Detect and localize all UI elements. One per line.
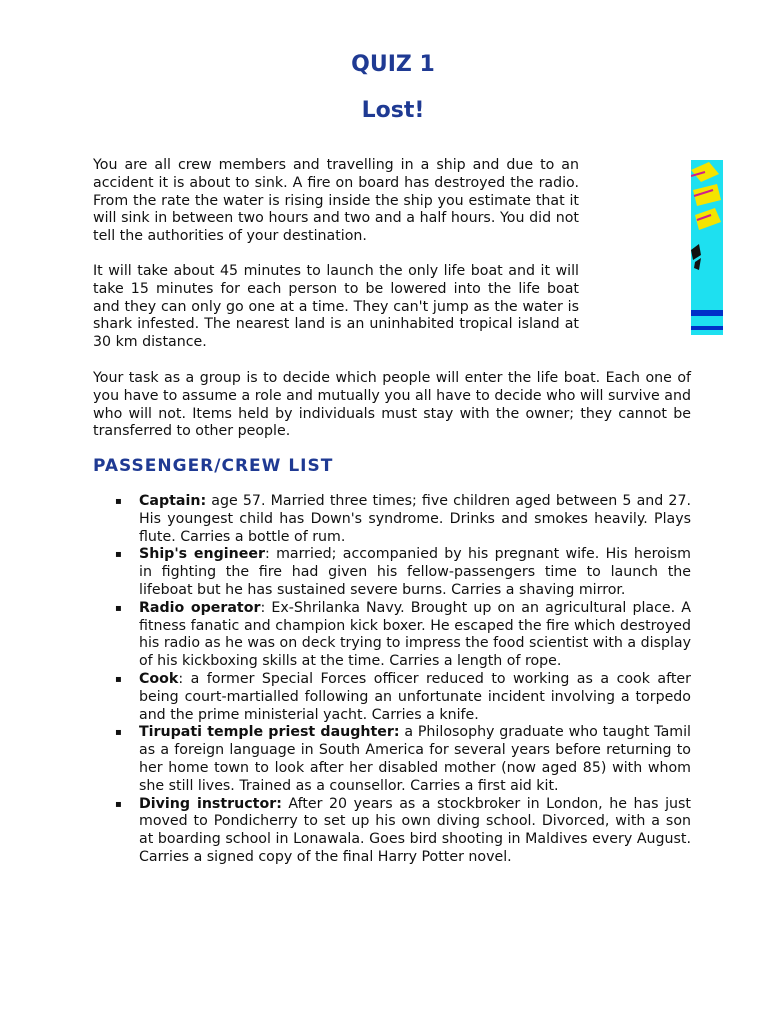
decorative-clipart [691,160,723,335]
list-item [93,493,691,546]
intro-paragraph-1: You are all crew members and travelling in a ship and due to an accident it is about to sink. A fire on board has destroyed the radio. From the rate the water is rising inside the ship you estimate that it will sink in between two hours and two and a half hours. You did not tell the authorities of your destination. [93,157,579,245]
passenger-name: Diving instructor: [139,795,282,812]
bullet-icon: ▪ [115,602,122,614]
passenger-name: Cook [139,670,179,687]
passenger-description: a Philosophy graduate who taught Tamil as a foreign language in South America for several years before returning to her home town to look after her disabled mother (now aged 85) with whom she still lives. Trained as a counsellor. Carries a first aid kit. [139,724,691,794]
passenger-description: age 57. Married three times; five children aged between 5 and 27. His youngest child has Down's syndrome. Drinks and smokes heavily. Plays flute. Carries a bottle of rum. [139,493,691,545]
list-item [93,796,691,867]
clipart-graphic [691,160,723,335]
bullet-icon: ▪ [115,496,122,507]
intro-paragraph-2: It will take about 45 minutes to launch the only life boat and it will take 15 minutes for each person to be lowered into the life boat and they can only go one at a time. They can't jump as the water is shark infested. The nearest land is an uninhabited tropical island at 30 km distance. [93,263,579,351]
list-item [93,546,691,599]
quiz-title: QUIZ 1 [351,52,435,77]
bullet-icon: ▪ [115,798,122,810]
task-paragraph: Your task as a group is to decide which people will enter the life boat. Each one of you have to assume a role and mutually you all have to decide who will survive and who will not. Items held by individuals must stay with the owner; they cannot be transferred to other people. [93,370,691,440]
bullet-icon: ▪ [115,673,122,685]
passenger-list-heading: PASSENGER/CREW LIST [93,456,334,476]
passenger-name: Captain: [139,493,207,509]
passenger-name: Ship's engineer [139,546,265,563]
passenger-name: Tirupati temple priest daughter: [139,724,400,741]
passenger-list [93,493,691,867]
quiz-subtitle: Lost! [361,98,425,123]
list-item [93,671,691,724]
passenger-description: : Ex-Shrilanka Navy. Brought up on an agricultural place. A fitness fanatic and champion kick boxer. He escaped the fire which destroyed his radio as he was on deck trying to impress the food scientist with a display of his kickboxing skills at the time. Carries a length of rope. [139,599,692,670]
passenger-name: Radio operator [139,599,261,616]
passenger-description: After 20 years as a stockbroker in London, he has just moved to Pondicherry to set up his own diving school. Divorced, with a son at boarding school in Lonawala. Goes bird shooting in Maldives every August. Carries a signed copy of the final Harry Potter novel. [139,795,691,865]
bullet-icon: ▪ [115,727,122,739]
list-item [93,724,691,795]
passenger-description: : a former Special Forces officer reduced to working as a cook after being court-martialled following an unfortunate incident involving a torpedo and the prime ministerial yacht. Carries a knife. [139,670,691,723]
list-item [93,600,691,671]
bullet-icon: ▪ [115,549,122,561]
passenger-description: : married; accompanied by his pregnant wife. His heroism in fighting the fire had given his fellow-passengers time to launch the lifeboat but he has sustained severe burns. Carries a shaving mirror. [139,546,691,598]
